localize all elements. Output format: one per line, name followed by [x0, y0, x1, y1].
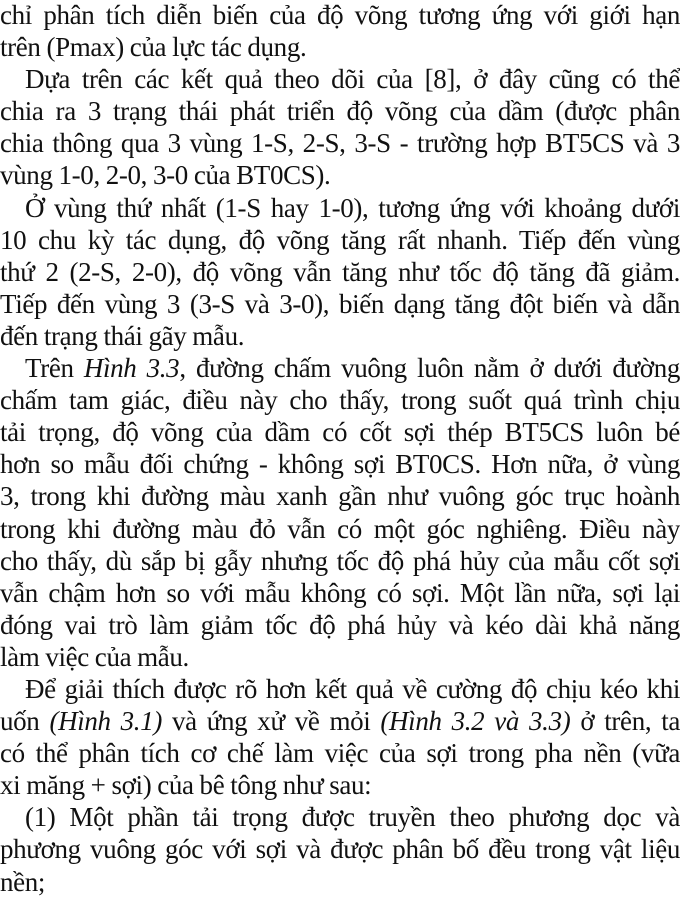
- text-segment: , đường chấm vuông luôn nằm ở dưới đường: [179, 353, 680, 384]
- text-segment: nền;: [0, 866, 46, 897]
- text-line: [0, 448, 680, 480]
- text-line: [0, 256, 680, 288]
- figure-reference: (Hình 3.1): [49, 706, 162, 737]
- text-segment: vẫn chậm hơn so với mẫu không có sợi. Một lần nữa, sợi lại: [0, 577, 680, 608]
- text-line: [0, 192, 680, 224]
- text-line: [0, 224, 680, 256]
- text-segment: hơn so mẫu đối chứng - không sợi BT0CS. Hơn nữa, ở vùng: [0, 449, 680, 480]
- text-segment: và ứng xử về mỏi: [162, 706, 381, 737]
- text-line: [0, 480, 680, 512]
- text-segment: chấm tam giác, điều này cho thấy, trong suốt quá trình chịu: [0, 385, 680, 416]
- text-segment: có thể phân tích cơ chế làm việc của sợi trong pha nền (vữa: [0, 738, 680, 769]
- paragraph: [0, 63, 680, 191]
- text-segment: Trên: [25, 353, 84, 384]
- text-segment: chia ra 3 trạng thái phát triển độ võng của dầm (được phân: [0, 96, 680, 127]
- text-line: [0, 705, 680, 737]
- text-line: [0, 769, 680, 801]
- text-segment: 3, trong khi đường màu xanh gần như vuông góc trục hoành: [0, 481, 680, 512]
- text-line: [0, 95, 680, 127]
- text-line: [0, 673, 680, 705]
- text-line: [0, 159, 680, 191]
- text-segment: Dựa trên các kết quả theo dõi của [8], ở đây cũng có thể: [25, 64, 680, 95]
- text-segment: Để giải thích được rõ hơn kết quả về cường độ chịu kéo khi: [25, 673, 680, 704]
- text-line: [0, 545, 680, 577]
- text-segment: 10 chu kỳ tác dụng, độ võng tăng rất nhanh. Tiếp đến vùng: [0, 224, 680, 255]
- text-segment: (1) Một phần tải trọng được truyền theo phương dọc và: [25, 802, 680, 833]
- text-line: [0, 416, 680, 448]
- text-segment: thứ 2 (2-S, 2-0), độ võng vẫn tăng như tốc độ tăng đã giảm.: [0, 256, 680, 287]
- figure-reference: (Hình 3.2 và 3.3): [380, 706, 571, 737]
- text-line: [0, 577, 680, 609]
- text-segment: làm việc của mẫu.: [0, 641, 189, 672]
- paragraph: [0, 192, 680, 352]
- text-line: [0, 384, 680, 416]
- text-line: [0, 0, 680, 31]
- text-segment: chia thông qua 3 vùng 1-S, 2-S, 3-S - trường hợp BT5CS và 3: [0, 128, 680, 159]
- text-line: [0, 609, 680, 641]
- text-line: [0, 737, 680, 769]
- text-segment: chỉ phân tích diễn biến của độ võng tương ứng với giới hạn: [0, 0, 680, 30]
- text-segment: vùng 1-0, 2-0, 3-0 của BT0CS).: [0, 160, 331, 191]
- paragraph: [0, 673, 680, 801]
- text-line: [0, 641, 680, 673]
- text-line: [0, 320, 680, 352]
- text-segment: tải trọng, độ võng của dầm có cốt sợi thép BT5CS luôn bé: [0, 417, 680, 448]
- text-line: [0, 513, 680, 545]
- text-line: [0, 833, 680, 865]
- text-line: [0, 352, 680, 384]
- text-line: [0, 127, 680, 159]
- figure-reference: Hình 3.3: [83, 353, 180, 384]
- text-segment: xi măng + sợi) của bê tông như sau:: [0, 770, 372, 801]
- paragraph: [0, 0, 680, 63]
- text-segment: phương vuông góc với sợi và được phân bố đều trong vật liệu: [0, 834, 680, 865]
- text-segment: cho thấy, dù sắp bị gẫy nhưng tốc độ phá hủy của mẫu cốt sợi: [0, 545, 680, 576]
- text-segment: Tiếp đến vùng 3 (3-S và 3-0), biến dạng tăng đột biến và dẫn: [0, 288, 680, 319]
- text-line: [0, 801, 680, 833]
- text-line: [0, 31, 680, 63]
- text-segment: đóng vai trò làm giảm tốc độ phá hủy và kéo dài khả năng: [0, 609, 680, 640]
- text-segment: ở trên, ta: [570, 706, 680, 737]
- text-line: [0, 866, 680, 898]
- paragraph: [0, 352, 680, 673]
- paragraph: [0, 801, 680, 897]
- text-line: [0, 63, 680, 95]
- text-segment: trong khi đường màu đỏ vẫn có một góc nghiêng. Điều này: [0, 513, 680, 544]
- text-segment: đến trạng thái gãy mẫu.: [0, 320, 245, 351]
- text-segment: uốn: [0, 706, 50, 737]
- text-line: [0, 288, 680, 320]
- text-segment: trên (Pmax) của lực tác dụng.: [0, 32, 307, 63]
- text-segment: Ở vùng thứ nhất (1-S hay 1-0), tương ứng với khoảng dưới: [25, 192, 680, 223]
